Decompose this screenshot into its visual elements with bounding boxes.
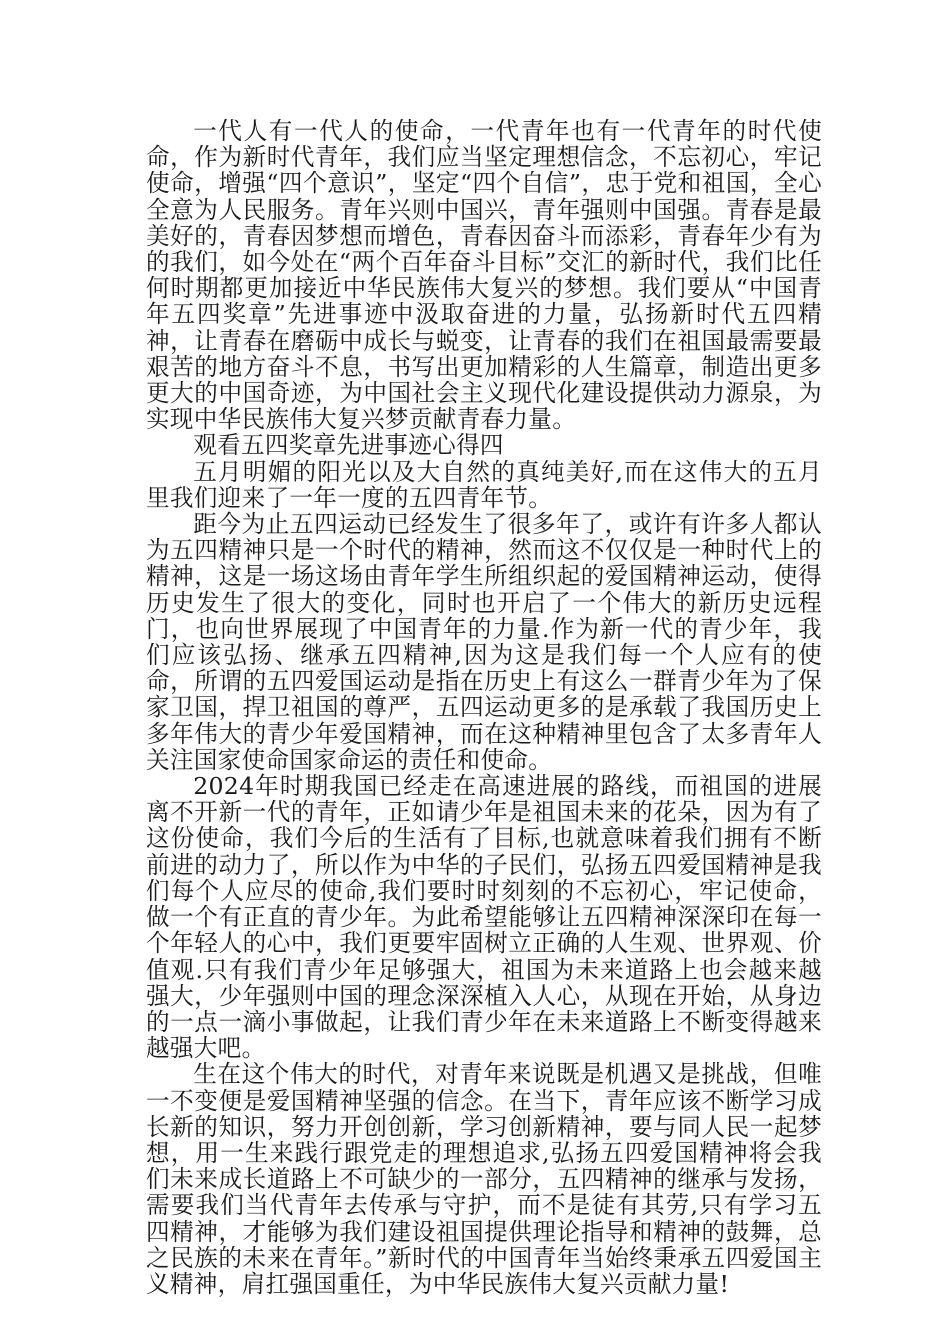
document-body bbox=[146, 118, 822, 1297]
paragraph-youth-mission: 一代人有一代人的使命，一代青年也有一代青年的时代使命，作为新时代青年，我们应当坚定理想信念，不忘初心，牢记使命，增强“四个意识”，坚定“四个自信”，忠于党和祖国，全心全意为人民服务。青年兴则中国兴，青年强则中国强。青春是最美好的，青春因梦想而增色，青春因奋斗而添彩，青春年少有为的我们，如今处在“两个百年奋斗目标”交汇的新时代，我们比任何时期都更加接近中华民族伟大复兴的梦想。我们要从“中国青年五四奖章”先进事迹中汲取奋进的力量，弘扬新时代五四精神，让青春在磨砺中成长与蜕变，让青春的我们在祖国最需要最艰苦的地方奋斗不息，书写出更加精彩的人生篇章，制造出更多更大的中国奇迹，为中国社会主义现代化建设提供动力源泉，为实现中华民族伟大复兴梦贡献青春力量。 bbox=[146, 117, 822, 434]
paragraph-may-sunshine: 五月明媚的阳光以及大自然的真纯美好,而在这伟大的五月里我们迎来了一年一度的五四青年节。 bbox=[146, 457, 822, 512]
paragraph-great-era: 生在这个伟大的时代，对青年来说既是机遇又是挑战，但唯一不变便是爱国精神坚强的信念。在当下，青年应该不断学习成长新的知识，努力开创创新，学习创新精神，要与同人民一起梦想，用一生来践行跟党走的理想追求,弘扬五四爱国精神将会我们未来成长道路上不可缺少的一部分，五四精神的继承与发扬，需要我们当代青年去传承与守护，而不是徒有其劳,只有学习五四精神，才能够为我们建设祖国提供理论指导和精神的鼓舞，总之民族的未来在青年。”新时代的中国青年当始终秉承五四爱国主义精神，肩扛强国重任，为中华民族伟大复兴贡献力量! bbox=[146, 1060, 822, 1298]
paragraph-may-fourth-movement: 距今为止五四运动已经发生了很多年了，或许有许多人都认为五四精神只是一个时代的精神，然而这不仅仅是一种时代上的精神，这是一场这场由青年学生所组织起的爱国精神运动，使得历史发生了很大的变化，同时也开启了一个伟大的新历史远程门，也向世界展现了中国青年的力量.作为新一代的青少年，我们应该弘扬、继承五四精神,因为这是我们每一个人应有的使命，所谓的五四爱国运动是指在历史上有这么一群青少年为了保家卫国，捍卫祖国的尊严，五四运动更多的是承载了我国历史上多年伟大的青少年爱国精神，而在这种精神里包含了太多青年人关注国家使命国家命运的责任和使命。 bbox=[146, 510, 822, 774]
paragraph-2024-development: 2024年时期我国已经走在高速进展的路线，而祖国的进展离不开新一代的青年，正如请少年是祖国未来的花朵，因为有了这份使命，我们今后的生活有了目标,也就意味着我们拥有不断前进的动力了，所以作为中华的子民们，弘扬五四爱国精神是我们每个人应尽的使命,我们要时时刻刻的不忘初心，牢记使命，做一个有正直的青少年。为此希望能够让五四精神深深印在每一个年轻人的心中，我们更要牢固树立正确的人生观、世界观、价值观.只有我们青少年足够强大，祖国为未来道路上也会越来越强大，少年强则中国的理念深深植入人心，从现在开始，从身边的一点一滴小事做起，让我们青少年在未来道路上不断变得越来越强大吧。 bbox=[146, 772, 822, 1063]
section-heading: 观看五四奖章先进事迹心得四 bbox=[193, 431, 504, 460]
